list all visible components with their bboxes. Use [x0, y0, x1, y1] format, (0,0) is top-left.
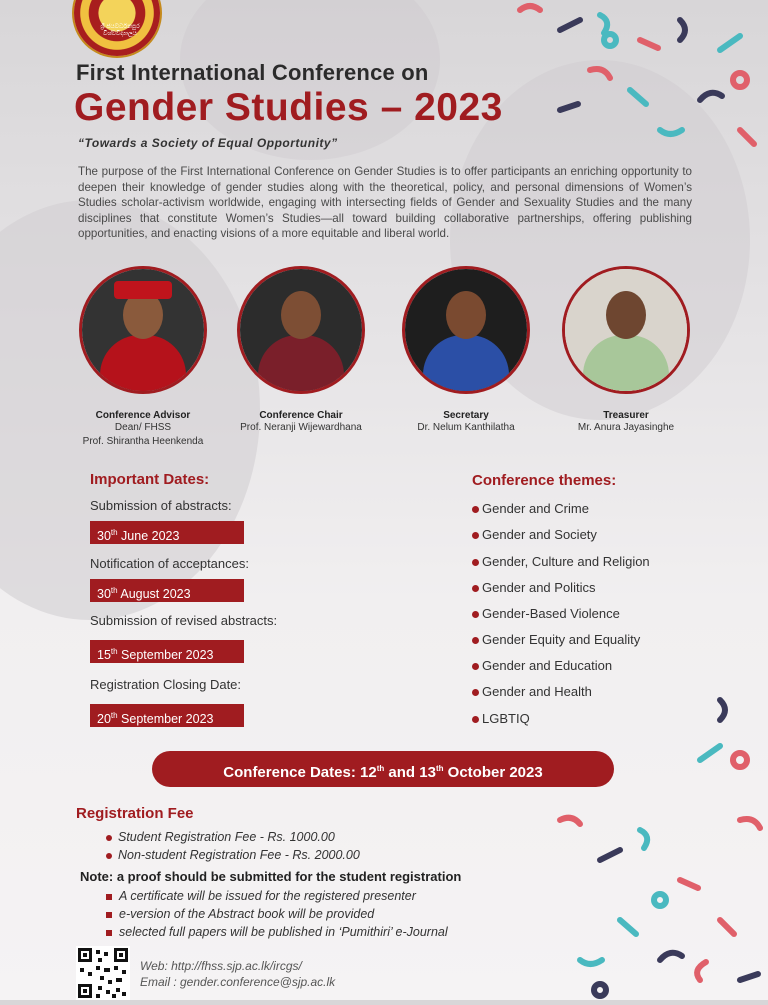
registration-note: Note: a proof should be submitted for the student registration	[80, 869, 462, 884]
date-box: 15th September 2023	[90, 640, 244, 663]
person-treasurer	[543, 266, 709, 435]
theme-item: Gender, Culture and Religion	[472, 554, 650, 569]
treasurer-photo	[562, 266, 690, 394]
bullet-icon	[472, 532, 479, 539]
note-item: e-version of the Abstract book will be provided	[106, 907, 374, 921]
bullet-icon	[472, 611, 479, 618]
themes-title: Conference themes:	[472, 472, 617, 489]
intro-paragraph: The purpose of the First International Conference on Gender Studies is to offer participants an enriching opportunity to deepen their knowledge of gender studies along with the theoretical, policy, and personal dimensions of Women’s Studies scholar-activism worldwide, engaging with intersecting fields of Gender and Sexuality Studies and the many disciplines that constitute Women’s Studies—all toward building collaborative partnerships, offering publishing opportunities, and enacting visions of a more equitable and liberal world.	[78, 165, 692, 240]
chair-photo	[237, 266, 365, 394]
square-bullet-icon	[106, 894, 112, 900]
date-box: 30th June 2023	[90, 521, 244, 544]
date-label: Submission of abstracts:	[90, 498, 232, 513]
fee-item: Student Registration Fee - Rs. 1000.00	[106, 830, 335, 844]
important-dates-title: Important Dates:	[90, 471, 210, 488]
bullet-icon	[106, 853, 112, 859]
bullet-icon	[472, 559, 479, 566]
bullet-icon	[472, 716, 479, 723]
theme-item: Gender-Based Violence	[472, 606, 620, 621]
theme-item: Gender Equity and Equality	[472, 632, 640, 647]
person-advisor	[60, 266, 226, 449]
logo-text: ශ්‍රී ජයවර්ධනපුර විශ්වවිද්‍යාලය	[100, 24, 140, 37]
square-bullet-icon	[106, 912, 112, 918]
date-label: Submission of revised abstracts:	[90, 613, 278, 628]
note-item: A certificate will be issued for the registered presenter	[106, 889, 416, 903]
person-chair	[218, 266, 384, 435]
theme-item: Gender and Crime	[472, 501, 589, 516]
bullet-icon	[472, 506, 479, 513]
conference-dates-banner: Conference Dates: 12th and 13th October 2023	[152, 751, 614, 787]
date-box: 20th September 2023	[90, 704, 244, 727]
person-role: Conference Chair	[259, 410, 343, 421]
subtitle: “Towards a Society of Equal Opportunity”	[78, 136, 338, 150]
qr-code-icon[interactable]	[76, 946, 130, 1000]
date-label: Registration Closing Date:	[90, 677, 242, 692]
bullet-icon	[472, 689, 479, 696]
advisor-photo	[79, 266, 207, 394]
theme-item: Gender and Education	[472, 658, 612, 673]
web-link[interactable]: Web: http://fhss.sjp.ac.lk/ircgs/	[140, 959, 302, 973]
square-bullet-icon	[106, 930, 112, 936]
person-role: Conference Advisor	[95, 410, 191, 421]
email-link[interactable]: Email : gender.conference@sjp.ac.lk	[140, 975, 336, 989]
secretary-photo	[402, 266, 530, 394]
person-line1: Dr. Nelum Kanthilatha	[417, 422, 515, 433]
theme-item: Gender and Health	[472, 684, 592, 699]
person-secretary	[383, 266, 549, 435]
theme-item: Gender and Politics	[472, 580, 595, 595]
person-role: Treasurer	[603, 410, 649, 421]
title-line2: Gender Studies – 2023	[74, 86, 503, 129]
title-line1: First International Conference on	[76, 60, 429, 85]
person-line1: Prof. Neranji Wijewardhana	[240, 422, 362, 433]
person-line2: Prof. Shirantha Heenkenda	[82, 436, 204, 447]
person-role: Secretary	[443, 410, 489, 421]
date-label: Notification of acceptances:	[90, 556, 249, 571]
bullet-icon	[472, 585, 479, 592]
bullet-icon	[106, 835, 112, 841]
theme-item: LGBTIQ	[472, 711, 530, 726]
person-line1: Dean/ FHSS	[114, 422, 172, 433]
fee-item: Non-student Registration Fee - Rs. 2000.00	[106, 848, 360, 862]
person-line1: Mr. Anura Jayasinghe	[577, 422, 675, 433]
note-item: selected full papers will be published in ‘Pumithiri’ e-Journal	[106, 925, 448, 939]
theme-item: Gender and Society	[472, 527, 597, 542]
bullet-icon	[472, 663, 479, 670]
registration-title: Registration Fee	[76, 805, 194, 822]
date-box: 30th August 2023	[90, 579, 244, 602]
bullet-icon	[472, 637, 479, 644]
